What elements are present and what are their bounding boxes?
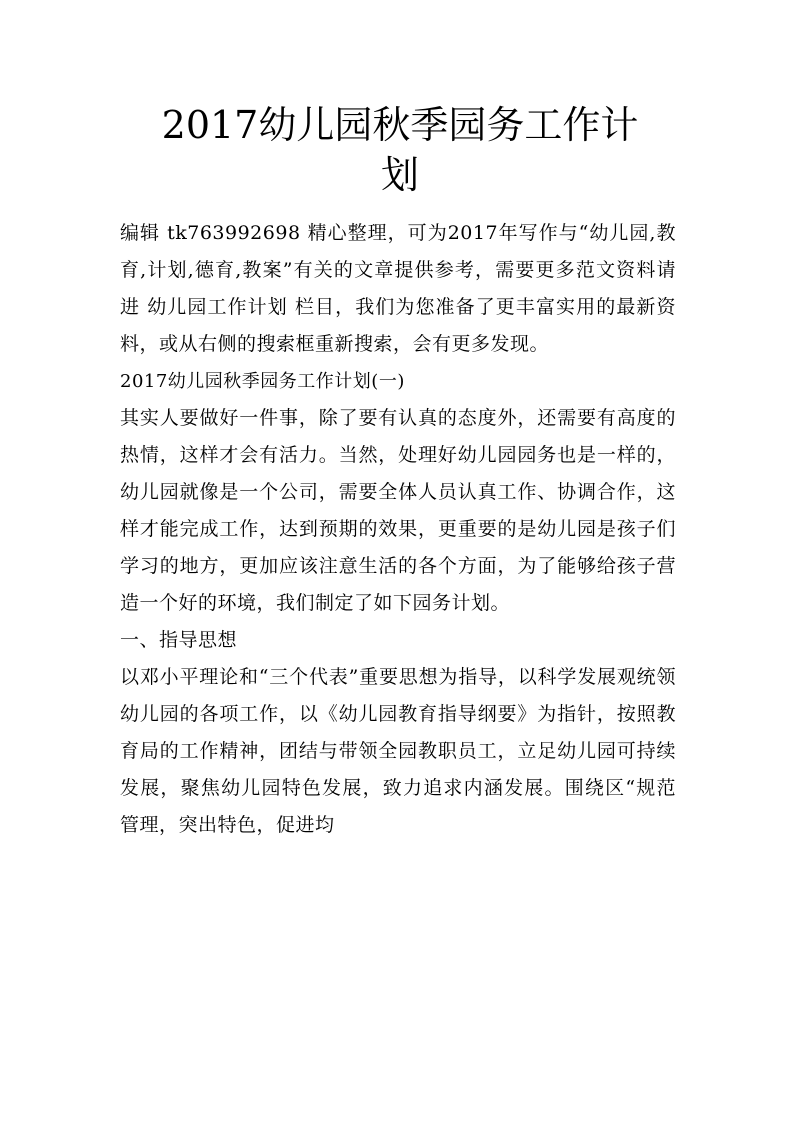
heading-guiding-ideology: 一、指导思想: [120, 629, 238, 651]
document-title-line2: 划: [380, 153, 419, 197]
intro-paragraph: 编辑 tk763992698 精心整理，可为2017年写作与“幼儿园,教育,计划,德育,教案”有关的文章提供参考，需要更多范文资料请进 幼儿园工作计划 栏目，我们为您准备了更丰富实用的最新资料，或从右侧的搜索框重新搜索，会有更多发现。: [120, 222, 676, 355]
document-body: [120, 215, 676, 844]
paragraph-2: 以邓小平理论和“三个代表”重要思想为指导，以科学发展观统领幼儿园的各项工作，以《幼儿园教育指导纲要》为指针，按照教育局的工作精神，团结与带领全园教职员工，立足幼儿园可持续发展，聚焦幼儿园特色发展，致力追求内涵发展。围绕区“规范管理，突出特色，促进均: [120, 666, 676, 836]
document-title: [120, 100, 680, 200]
document-title-line1: 2017幼儿园秋季园务工作计: [161, 103, 639, 147]
section-title: 2017幼儿园秋季园务工作计划(一): [120, 371, 405, 392]
paragraph-1: 其实人要做好一件事，除了要有认真的态度外，还需要有高度的热情，这样才会有活力。当然，处理好幼儿园园务也是一样的，幼儿园就像是一个公司，需要全体人员认真工作、协调合作，这样才能完成工作，达到预期的效果，更重要的是幼儿园是孩子们学习的地方，更加应该注意生活的各个方面，为了能够给孩子营造一个好的环境，我们制定了如下园务计划。: [120, 407, 676, 614]
